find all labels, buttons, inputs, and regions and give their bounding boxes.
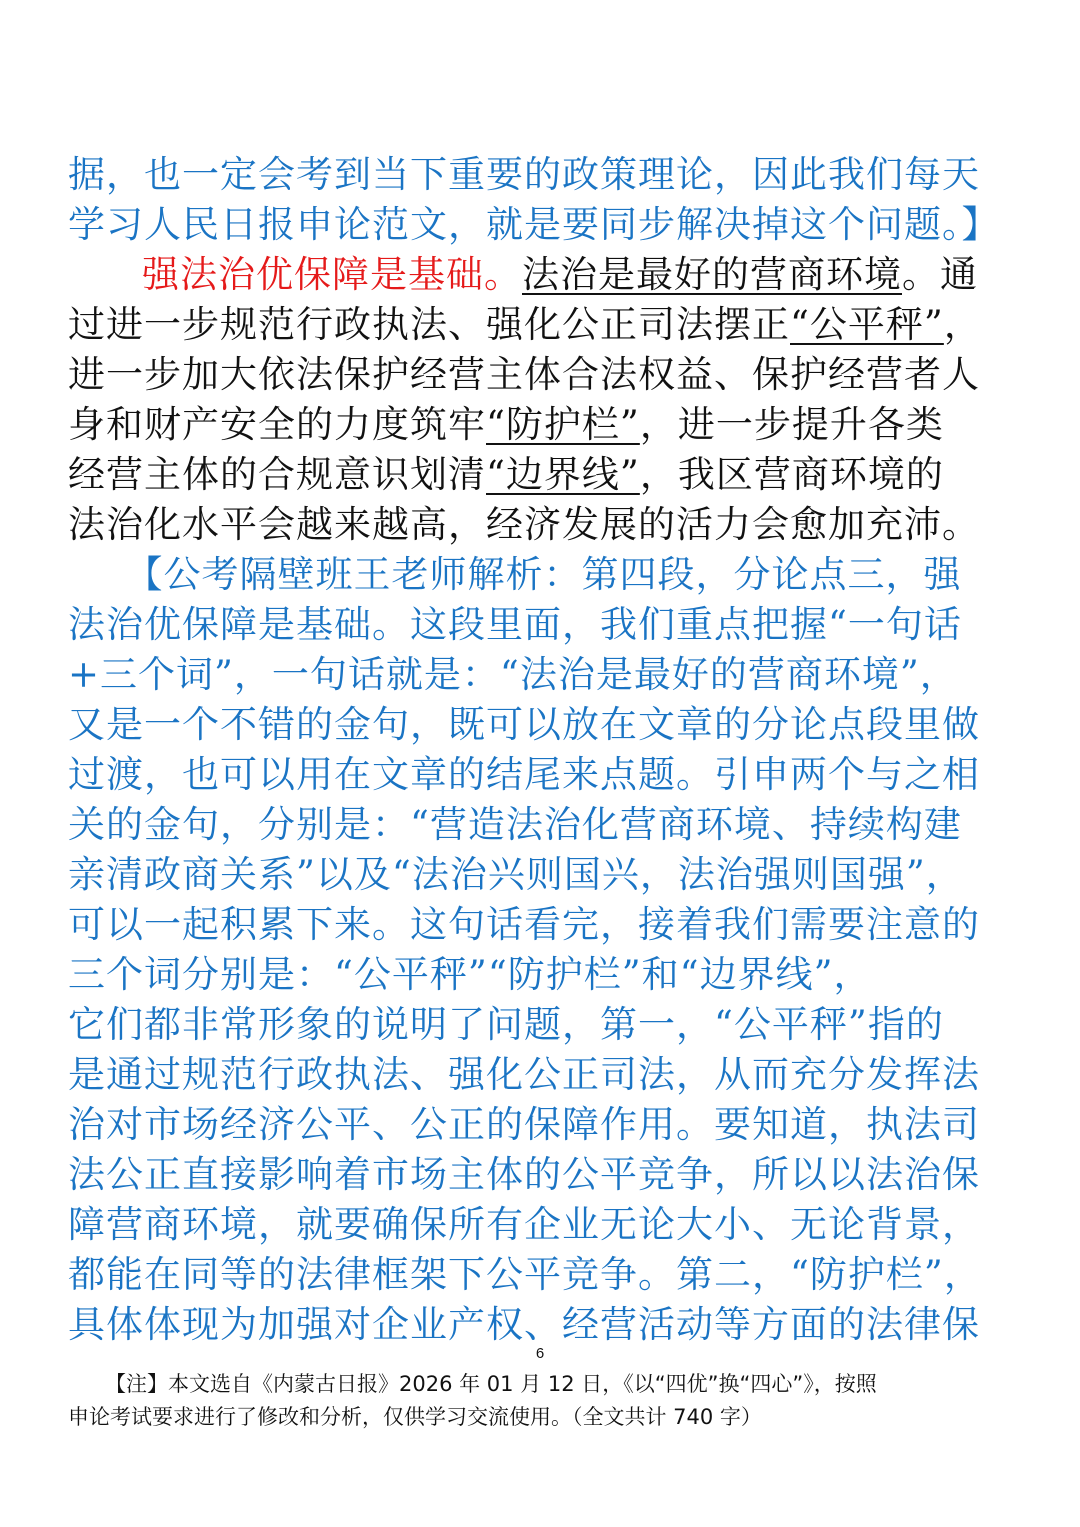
text-fragment: 身和财产安全的力度筑牢 <box>68 403 486 446</box>
analysis-line: 过渡，也可以用在文章的结尾来点题。引申两个与之相 <box>68 753 980 796</box>
analysis-line: 具体体现为加强对企业产权、经营活动等方面的法律保 <box>68 1303 980 1346</box>
paragraph-line-2 <box>68 300 1018 350</box>
paragraph-line-4 <box>68 400 1018 450</box>
text-fragment: ，我区营商环境的 <box>639 453 944 496</box>
analysis-line: 可以一起积累下来。这句话看完，接着我们需要注意的 <box>68 903 980 946</box>
paragraph-line-5 <box>68 450 1018 500</box>
text-fragment: ， <box>943 303 982 346</box>
footnote-line-2: 申论考试要求进行了修改和分析，仅供学习交流使用。（全文共计 740 字） <box>68 1405 762 1429</box>
analysis-line: 法治优保障是基础。这段里面，我们重点把握“一句话 <box>68 603 962 646</box>
analysis-text <box>68 550 1018 1350</box>
intro-line: 学习人民日报申论范文，就是要同步解决掉这个问题。】 <box>68 203 1000 246</box>
analysis-line: +三个词”，一句话就是：“法治是最好的营商环境”， <box>68 653 958 696</box>
analysis-line: 关的金句，分别是：“营造法治化营商环境、持续构建 <box>68 803 962 846</box>
paragraph-line-1 <box>68 250 1018 300</box>
intro-text <box>68 150 1018 250</box>
analysis-line: 障营商环境，就要确保所有企业无论大小、无论背景， <box>68 1203 980 1246</box>
page-number: 6 <box>535 1345 545 1362</box>
text-fragment: 过进一步规范行政执法、强化公正司法摆正 <box>68 303 790 346</box>
key-term-scale: “公平秤” <box>790 303 944 346</box>
paragraph-line-6: 法治化水平会越来越高，经济发展的活力会愈加充沛。 <box>68 503 980 546</box>
paragraph-line-3: 进一步加大依法保护经营主体合法权益、保护经营者人 <box>68 353 980 396</box>
analysis-line: 都能在同等的法律框架下公平竞争。第二，“防护栏”， <box>68 1253 982 1296</box>
footnote-line-1: 【注】本文选自《内蒙古日报》2026 年 01 月 12 日，《以“四优”换“四心”》，按照 <box>105 1372 877 1396</box>
key-term-fence: “防护栏” <box>486 403 640 446</box>
analysis-line: 治对市场经济公平、公正的保障作用。要知道，执法司 <box>68 1103 980 1146</box>
text-fragment: 经营主体的合规意识划清 <box>68 453 486 496</box>
analysis-line: 【公考隔壁班王老师解析：第四段，分论点三，强 <box>68 553 962 596</box>
footnote <box>68 1368 1025 1434</box>
main-paragraph <box>68 250 1018 550</box>
key-term-boundary: “边界线” <box>486 453 640 496</box>
analysis-line: 又是一个不错的金句，既可以放在文章的分论点段里做 <box>68 703 980 746</box>
text-fragment: 。通 <box>902 253 978 296</box>
analysis-line: 法公正直接影响着市场主体的公平竞争，所以以法治保 <box>68 1153 980 1196</box>
analysis-line: 它们都非常形象的说明了问题，第一，“公平秤”指的 <box>68 1003 944 1046</box>
key-sentence: 法治是最好的营商环境 <box>522 253 902 296</box>
analysis-line: 是通过规范行政执法、强化公正司法，从而充分发挥法 <box>68 1053 980 1096</box>
analysis-line: 三个词分别是：“公平秤”“防护栏”和“边界线”， <box>68 953 872 996</box>
intro-line: 据，也一定会考到当下重要的政策理论，因此我们每天 <box>68 153 980 196</box>
analysis-line: 亲清政商关系”以及“法治兴则国兴，法治强则国强”， <box>68 853 964 896</box>
paragraph-heading: 强法治优保障是基础。 <box>142 253 522 296</box>
text-fragment: ，进一步提升各类 <box>639 403 944 446</box>
